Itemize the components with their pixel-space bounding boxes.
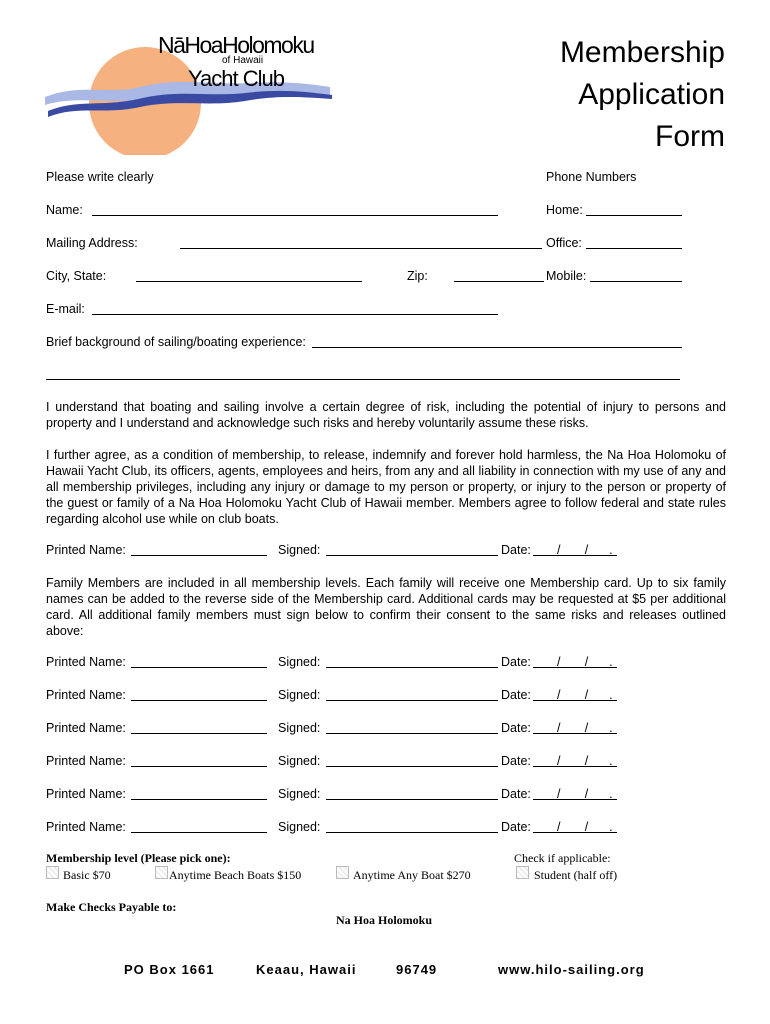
beach-boats-checkbox[interactable] [155,866,168,879]
signature-row [0,543,770,563]
logo-subtitle: of Hawaii [222,55,264,66]
signed-label: Signed: [278,820,321,834]
family-paragraph: Family Members are included in all membership levels. Each family will receive one Membership card. Up to six family names can be added to the reverse side of the Membership card. Additional cards may be requested at $5 per additional card. All additional family members must sign below to confirm their consent to the same risks and releases outlined above: [46,576,726,638]
mailing-address-label: Mailing Address: [46,236,138,250]
date-separators: / / . [557,721,613,735]
family-signature-row [0,721,770,741]
printed-name-field[interactable] [131,832,267,833]
date-separators: / / . [557,543,613,557]
printed-name-label: Printed Name: [46,721,126,735]
printed-name-label: Printed Name: [46,688,126,702]
family-signature-row [0,787,770,807]
printed-name-label: Printed Name: [46,543,126,557]
name-field[interactable] [92,215,498,216]
office-phone-field[interactable] [586,248,682,249]
printed-name-label: Printed Name: [46,655,126,669]
student-checkbox[interactable] [516,866,529,879]
date-label: Date: [501,655,531,669]
write-clearly-note: Please write clearly [46,170,154,184]
footer-po-box: PO Box 1661 [124,962,215,977]
family-signature-row [0,655,770,675]
printed-name-field[interactable] [131,799,267,800]
form-title [560,32,725,158]
mobile-phone-field[interactable] [590,281,682,282]
family-signature-row [0,754,770,774]
membership-level-heading: Membership level (Please pick one): [46,851,231,865]
title-line-3: Form [655,120,725,153]
home-phone-field[interactable] [586,215,682,216]
printed-name-field[interactable] [131,700,267,701]
mailing-address-field[interactable] [180,248,542,249]
city-state-label: City, State: [46,269,107,283]
date-label: Date: [501,543,531,557]
printed-name-field[interactable] [131,667,267,668]
printed-name-label: Printed Name: [46,820,126,834]
signed-label: Signed: [278,543,321,557]
family-signature-row [0,688,770,708]
printed-name-field[interactable] [131,766,267,767]
signed-label: Signed: [278,655,321,669]
check-applicable-heading: Check if applicable: [514,851,611,865]
background-field[interactable] [312,347,682,348]
beach-boats-option-label: Anytime Beach Boats $150 [169,868,302,882]
release-paragraph: I further agree, as a condition of membership, to release, indemnify and forever hold harmless, the Na Hoa Holomoku of Hawaii Yacht Club, its officers, agents, employees and heirs, from any and all liability in connection with my use of any and all membership privileges, including any injury or damage to my person or property, or injury to the person or property of the guest or family of a Na Hoa Holomoku Yacht Club of Hawaii member. Members agree to follow federal and state rules regarding alcohol use while on club boats. [46,448,726,526]
signed-label: Signed: [278,688,321,702]
mobile-phone-label: Mobile: [546,269,587,283]
printed-name-field[interactable] [131,733,267,734]
printed-name-label: Printed Name: [46,754,126,768]
family-signature-row [0,820,770,840]
signed-label: Signed: [278,787,321,801]
date-label: Date: [501,787,531,801]
name-label: Name: [46,203,83,217]
footer-zip: 96749 [396,962,438,977]
student-option-label: Student (half off) [534,868,618,882]
office-phone-label: Office: [546,236,582,250]
signature-field[interactable] [326,766,498,767]
date-label: Date: [501,754,531,768]
signed-label: Signed: [278,721,321,735]
background-label: Brief background of sailing/boating experience: [46,335,306,349]
signature-field[interactable] [326,733,498,734]
city-state-field[interactable] [136,281,362,282]
payable-heading: Make Checks Payable to: [46,900,177,914]
email-label: E-mail: [46,302,85,316]
date-separators: / / . [557,787,613,801]
phone-numbers-heading: Phone Numbers [546,170,637,184]
basic-option-label: Basic $70 [63,868,111,882]
home-phone-label: Home: [546,203,583,217]
date-label: Date: [501,688,531,702]
any-boat-checkbox[interactable] [336,866,349,879]
zip-label: Zip: [407,269,428,283]
any-boat-option-label: Anytime Any Boat $270 [353,868,471,882]
title-line-1: Membership [559,36,725,69]
signature-field[interactable] [326,700,498,701]
date-separators: / / . [557,688,613,702]
logo-club: Yacht Club [188,66,284,91]
signature-field[interactable] [326,832,498,833]
footer-city: Keaau, Hawaii [256,962,357,977]
logo-name: NāHoaHolomoku [158,32,314,58]
risk-paragraph: I understand that boating and sailing involve a certain degree of risk, including the potential of injury to persons and property and I understand and acknowledge such risks and hereby voluntarily assume these risks. [46,400,726,430]
printed-name-label: Printed Name: [46,787,126,801]
background-field-line-2[interactable] [46,379,680,380]
payee-name: Na Hoa Holomoku [336,913,433,927]
email-field[interactable] [92,314,498,315]
date-separators: / / . [557,754,613,768]
date-separators: / / . [557,655,613,669]
signature-field[interactable] [326,799,498,800]
title-line-2: Application [578,78,725,111]
signature-field[interactable] [326,667,498,668]
signed-label: Signed: [278,754,321,768]
footer-website[interactable]: www.hilo-sailing.org [498,962,645,977]
basic-checkbox[interactable] [46,866,59,879]
zip-field[interactable] [454,281,544,282]
printed-name-field[interactable] [131,555,267,556]
date-label: Date: [501,721,531,735]
signature-field[interactable] [326,555,498,556]
date-label: Date: [501,820,531,834]
date-separators: / / . [557,820,613,834]
